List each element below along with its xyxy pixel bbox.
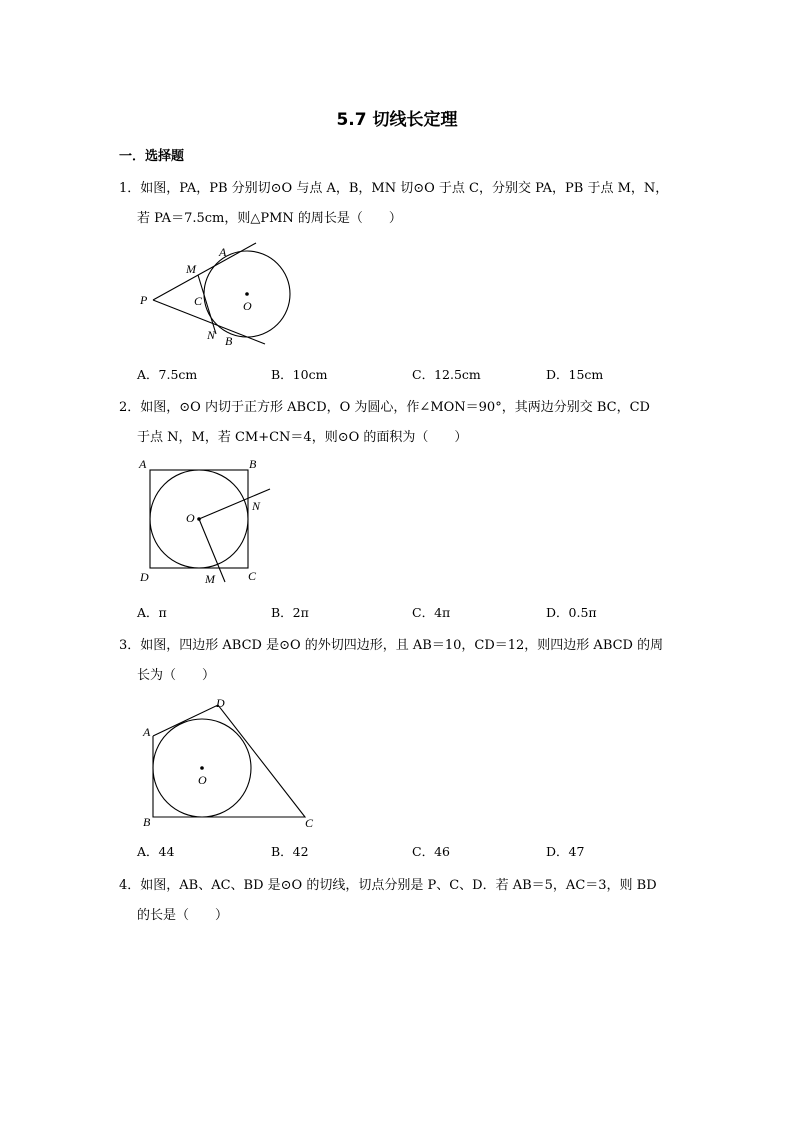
- section-heading: 一．选择题: [119, 149, 185, 164]
- q2-label-m: M: [205, 572, 215, 586]
- q4-text-line-1: 4．如图，AB、AC、BD 是⊙O 的切线，切点分别是 P、C、D．若 AB＝5，AC＝3，则 BD: [119, 878, 657, 893]
- q3-label-o: O: [198, 773, 207, 787]
- q1-figure: [130, 238, 310, 353]
- q1-label-a: A: [219, 245, 227, 259]
- page-title: 5.7 切线长定理: [336, 110, 458, 130]
- q2-option-a[interactable]: A．π: [137, 605, 167, 620]
- q3-option-d[interactable]: D．47: [546, 844, 585, 859]
- q2-label-b: B: [249, 457, 257, 471]
- q3-option-b[interactable]: B．42: [271, 844, 309, 859]
- q2-option-d[interactable]: D．0.5π: [546, 605, 597, 620]
- q1-label-m: M: [186, 262, 196, 276]
- q2-figure: [130, 452, 280, 590]
- q4-text-line-2: 的长是（ ）: [137, 908, 229, 923]
- q1-option-b[interactable]: B．10cm: [271, 367, 328, 382]
- q2-label-o: O: [186, 511, 195, 525]
- q1-label-c: C: [194, 294, 203, 308]
- q2-label-n: N: [252, 499, 261, 513]
- q2-text-line-1: 2．如图，⊙O 内切于正方形 ABCD，O 为圆心，作∠MON＝90°，其两边分别交 BC，CD: [119, 400, 650, 415]
- q3-quadrilateral: [153, 705, 305, 817]
- q3-label-c: C: [305, 816, 314, 830]
- q3-label-d: D: [216, 696, 225, 710]
- q1-label-o: O: [243, 299, 252, 313]
- q3-label-a: A: [143, 725, 151, 739]
- q2-label-c: C: [248, 569, 257, 583]
- q3-figure: [135, 692, 325, 832]
- q1-center-dot: [245, 292, 249, 296]
- q3-text-line-2: 长为（ ）: [137, 668, 216, 683]
- q1-label-b: B: [225, 334, 233, 348]
- q1-label-p: P: [140, 293, 148, 307]
- q3-center-dot: [200, 766, 204, 770]
- q3-text-line-1: 3．如图，四边形 ABCD 是⊙O 的外切四边形，且 AB＝10，CD＝12，则四边形 ABCD 的周: [119, 638, 664, 653]
- q2-label-a: A: [139, 457, 147, 471]
- q2-option-b[interactable]: B．2π: [271, 605, 309, 620]
- q1-option-a[interactable]: A．7.5cm: [137, 367, 198, 382]
- q1-text-line-2: 若 PA＝7.5cm，则△PMN 的周长是（ ）: [137, 211, 402, 226]
- q1-option-c[interactable]: C．12.5cm: [412, 367, 481, 382]
- q2-label-d: D: [140, 570, 149, 584]
- q1-option-d[interactable]: D．15cm: [546, 367, 604, 382]
- q1-text-line-1: 1．如图，PA，PB 分别切⊙O 与点 A，B，MN 切⊙O 于点 C，分别交 PA，PB 于点 M，N，: [119, 181, 669, 196]
- q2-option-c[interactable]: C．4π: [412, 605, 451, 620]
- q2-text-line-2: 于点 N，M，若 CM+CN＝4，则⊙O 的面积为（ ）: [137, 430, 468, 445]
- q3-option-a[interactable]: A．44: [137, 844, 175, 859]
- q1-label-n: N: [207, 328, 216, 342]
- q3-option-c[interactable]: C．46: [412, 844, 450, 859]
- q3-label-b: B: [143, 815, 151, 829]
